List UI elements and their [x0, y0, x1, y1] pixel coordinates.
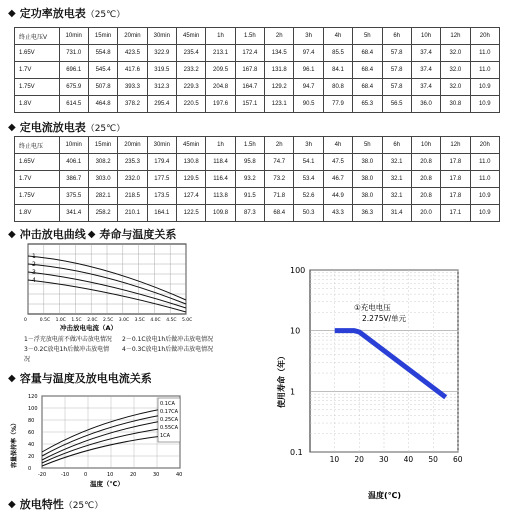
cc_table-cell: 47.5 [323, 154, 352, 171]
cp_table-cell: 235.4 [176, 45, 205, 62]
life-x-tick: 20 [354, 455, 364, 464]
cc_table-cell: 341.4 [59, 205, 88, 222]
cp_table-cell: 10.9 [470, 96, 499, 113]
cc_table-cell: 122.5 [176, 205, 205, 222]
constant-current-table [14, 136, 500, 222]
cc_table-cell: 406.1 [59, 154, 88, 171]
cc_table-cell: 17.8 [441, 171, 470, 188]
cp_table-cell: 233.2 [176, 62, 205, 79]
cp_table-cell: 32.0 [441, 62, 470, 79]
cp_table-cell: 123.1 [265, 96, 294, 113]
cc_table-cell: 20.8 [411, 154, 440, 171]
life-x-tick: 50 [428, 455, 438, 464]
cc_table-cell: 73.2 [265, 171, 294, 188]
cp_table-header-cell: 1h [206, 28, 235, 45]
life-temperature-chart [268, 258, 468, 508]
cc_table-cell: 375.5 [59, 188, 88, 205]
capacity-y-tick: 80 [28, 418, 35, 424]
impulse-legend-2: 2－0.1C放电1h后做冲击放电情况 [122, 336, 214, 343]
capacity-x-tick: -10 [61, 472, 70, 478]
cc_table-header-cell: 3h [294, 137, 323, 154]
cc_table-cell: 109.8 [206, 205, 235, 222]
cp_table-cell: 220.5 [176, 96, 205, 113]
cp_table-cell: 204.8 [206, 79, 235, 96]
cp_table-cell: 167.8 [235, 62, 264, 79]
cp_table-header-row [15, 28, 500, 45]
cc_table-cell: 87.3 [235, 205, 264, 222]
cp_table-row [15, 62, 500, 79]
cp_table-cell: 84.1 [323, 62, 352, 79]
cc_table-cell: 282.1 [88, 188, 117, 205]
cp_table-header-cell: 2h [265, 28, 294, 45]
cc_table-cell: 1.75V [15, 188, 60, 205]
cc_table-cell: 177.5 [147, 171, 176, 188]
cc_table-header-cell: 20min [118, 137, 147, 154]
life-x-tick: 30 [379, 455, 389, 464]
cc_table-cell: 113.8 [206, 188, 235, 205]
cc_table-cell: 232.0 [118, 171, 147, 188]
impulse-x-tick: 0 [24, 318, 27, 323]
life-y-tick: 1 [290, 387, 296, 397]
constant-power-table [14, 27, 500, 113]
cc_table-header-cell: 1h [206, 137, 235, 154]
cp_table-cell: 197.6 [206, 96, 235, 113]
impulse-x-axis-label: 冲击放电电流（A） [60, 324, 118, 332]
impulse-life-heading: ◆ 冲击放电曲线 ◆ 寿命与温度关系 [8, 228, 177, 241]
cp_table-cell: 37.4 [411, 79, 440, 96]
cp_table-header-cell: 终止电压V [15, 28, 60, 45]
cp_table-cell: 731.0 [59, 45, 88, 62]
cp_table-cell: 80.8 [323, 79, 352, 96]
cc_table-cell: 52.6 [294, 188, 323, 205]
impulse-x-tick: 1.5C [71, 318, 82, 323]
cp_table-cell: 96.1 [294, 62, 323, 79]
cc_table-header-cell: 1.5h [235, 137, 264, 154]
cp_table-header-cell: 1.5h [235, 28, 264, 45]
cc_table-cell: 116.4 [206, 171, 235, 188]
cc_table-cell: 11.0 [470, 154, 499, 171]
impulse-curve-label-2: 2 [32, 261, 36, 268]
cp_table-cell: 65.3 [353, 96, 382, 113]
cp_table-cell: 94.7 [294, 79, 323, 96]
cp_table-cell: 322.9 [147, 45, 176, 62]
cp_table-row [15, 96, 500, 113]
diamond-bullet-icon: ◆ [8, 498, 16, 510]
impulse-x-tick: 2.5C [103, 318, 114, 323]
cp_table-header-cell: 4h [323, 28, 352, 45]
cc_table-cell: 210.1 [118, 205, 147, 222]
impulse-legend-1: 1－浮充放电前不做冲击放电情况 [24, 336, 112, 343]
life-x-tick: 10 [329, 455, 340, 464]
cp-table-heading: ◆ 定功率放电表 （25℃） [8, 7, 126, 20]
life-y-tick: 100 [290, 266, 306, 275]
cc_table-cell: 118.4 [206, 154, 235, 171]
capacity-y-tick: 0 [28, 466, 32, 472]
cp_table-cell: 209.5 [206, 62, 235, 79]
impulse-x-tick: 4.0C [150, 318, 161, 323]
cp_table-cell: 97.4 [294, 45, 323, 62]
cc_table-row [15, 205, 500, 222]
cc_table-cell: 20.8 [411, 171, 440, 188]
capacity-x-tick: 30 [153, 472, 160, 478]
cc_table-header-cell: 30min [147, 137, 176, 154]
cp_table-cell: 37.4 [411, 62, 440, 79]
cp_table-cell: 319.5 [147, 62, 176, 79]
cc_table-header-cell: 10h [411, 137, 440, 154]
cc_table-cell: 11.0 [470, 171, 499, 188]
cc_table-cell: 179.4 [147, 154, 176, 171]
cp_table-cell: 229.3 [176, 79, 205, 96]
capacity-series-label-2: 0.17CA [160, 409, 179, 415]
cp_table-cell: 32.0 [441, 79, 470, 96]
cc_table-cell: 1.7V [15, 171, 60, 188]
cp_table-cell: 213.1 [206, 45, 235, 62]
cp_table-cell: 312.3 [147, 79, 176, 96]
cc_table-cell: 1.65V [15, 154, 60, 171]
cc_table-cell: 71.8 [265, 188, 294, 205]
cc_table-cell: 218.5 [118, 188, 147, 205]
cp_table-row [15, 79, 500, 96]
cp_table-cell: 1.75V [15, 79, 60, 96]
cp_table-cell: 554.8 [88, 45, 117, 62]
cc_table-cell: 32.1 [382, 188, 411, 205]
cp_table-header-cell: 6h [382, 28, 411, 45]
cp_table-cell: 56.5 [382, 96, 411, 113]
cp_table-header-cell: 10h [411, 28, 440, 45]
cc_table-cell: 303.0 [88, 171, 117, 188]
diamond-bullet-icon: ◆ [8, 228, 16, 240]
cp_table-cell: 85.5 [323, 45, 352, 62]
cp_table-cell: 90.5 [294, 96, 323, 113]
cc-table-heading: ◆ 定电流放电表 （25℃） [8, 121, 126, 134]
cp_table-cell: 507.8 [88, 79, 117, 96]
capacity-y-tick: 100 [28, 406, 38, 412]
life-plot-frame [310, 270, 458, 452]
cp_table-cell: 68.4 [353, 79, 382, 96]
cp_table-cell: 393.3 [118, 79, 147, 96]
life-y-tick: 10 [290, 326, 301, 336]
cc_table-cell: 258.2 [88, 205, 117, 222]
cp_table-cell: 157.1 [235, 96, 264, 113]
cp_table-cell: 77.9 [323, 96, 352, 113]
cp_table-cell: 1.8V [15, 96, 60, 113]
cp_table-cell: 464.8 [88, 96, 117, 113]
cp_table-header-cell: 3h [294, 28, 323, 45]
cp_table-cell: 134.5 [265, 45, 294, 62]
cc_table-header-cell: 2h [265, 137, 294, 154]
cc_table-cell: 91.5 [235, 188, 264, 205]
cc_table-cell: 130.8 [176, 154, 205, 171]
diamond-bullet-icon: ◆ [8, 7, 16, 19]
cc_table-cell: 68.4 [265, 205, 294, 222]
cc_table-row [15, 188, 500, 205]
cp_table-row [15, 45, 500, 62]
impulse-x-tick: 2.0C [87, 318, 98, 323]
cp_table-cell: 129.2 [265, 79, 294, 96]
cp_table-cell: 378.2 [118, 96, 147, 113]
cp_table-cell: 696.1 [59, 62, 88, 79]
cp_table-cell: 295.4 [147, 96, 176, 113]
diamond-bullet-icon: ◆ [87, 228, 96, 240]
cc_table-cell: 32.1 [382, 154, 411, 171]
cc_table-header-cell: 终止电压 [15, 137, 60, 154]
impulse-legend-4: 4－0.3C放电1h后做冲击放电情况 [122, 346, 214, 353]
cc_table-header-cell: 45min [176, 137, 205, 154]
impulse-x-tick: 3.0C [118, 318, 130, 323]
cc_table-cell: 95.8 [235, 154, 264, 171]
cc_table-cell: 20.0 [411, 205, 440, 222]
cp_table-cell: 164.7 [235, 79, 264, 96]
life-x-tick: 60 [453, 455, 463, 464]
cp_table-header-cell: 30min [147, 28, 176, 45]
cp_table-header-cell: 12h [441, 28, 470, 45]
cc_table-cell: 173.5 [147, 188, 176, 205]
cp_table-cell: 675.9 [59, 79, 88, 96]
life-x-axis-label: 温度(℃) [368, 491, 401, 500]
capacity-y-tick: 40 [28, 442, 35, 448]
cc_table-cell: 129.5 [176, 171, 205, 188]
cc_table-row [15, 154, 500, 171]
cc_table-cell: 38.0 [353, 154, 382, 171]
capacity-y-tick: 60 [28, 430, 35, 436]
cp_table-cell: 36.0 [411, 96, 440, 113]
cp_table-cell: 30.8 [441, 96, 470, 113]
cc_table-cell: 127.4 [176, 188, 205, 205]
cc_table-cell: 53.4 [294, 171, 323, 188]
cp_table-cell: 1.7V [15, 62, 60, 79]
capacity-x-tick: -20 [38, 472, 47, 478]
capacity-series-label-5: 1CA [160, 433, 171, 439]
capacity-y-tick: 20 [28, 454, 35, 460]
cp_table-cell: 68.4 [353, 62, 382, 79]
impulse-discharge-chart [10, 242, 193, 332]
cc_table-cell: 36.3 [353, 205, 382, 222]
cc_table-cell: 235.3 [118, 154, 147, 171]
capacity-temperature-chart [10, 388, 190, 488]
cc_table-cell: 17.1 [441, 205, 470, 222]
cp_table-cell: 423.5 [118, 45, 147, 62]
capacity-heading: ◆ 容量与温度及放电电流关系 [8, 372, 152, 385]
cc_table-header-cell: 6h [382, 137, 411, 154]
cp_table-header-cell: 15min [88, 28, 117, 45]
impulse-x-tick: 4.5C [166, 318, 177, 323]
cp_table-cell: 172.4 [235, 45, 264, 62]
cc_table-cell: 31.4 [382, 205, 411, 222]
cc_table-header-cell: 4h [323, 137, 352, 154]
capacity-x-tick: 10 [107, 472, 114, 478]
cc_table-cell: 43.3 [323, 205, 352, 222]
cc_table-cell: 44.9 [323, 188, 352, 205]
cc_table-cell: 308.2 [88, 154, 117, 171]
life-annotation-2: 2.275V/单元 [362, 314, 407, 323]
cp_table-cell: 68.4 [353, 45, 382, 62]
cc_table-cell: 17.8 [441, 154, 470, 171]
cc_table-cell: 10.9 [470, 188, 499, 205]
impulse-x-tick: 1.0C [55, 318, 66, 323]
cc_table-cell: 54.1 [294, 154, 323, 171]
capacity-series-label-4: 0.55CA [160, 425, 179, 431]
cc_table-header-cell: 12h [441, 137, 470, 154]
impulse-legend-3: 3－0.2C放电1h后做冲击放电情况 [24, 346, 110, 363]
cp_table-cell: 10.9 [470, 79, 499, 96]
cc_table-cell: 20.8 [411, 188, 440, 205]
cp_table-header-cell: 45min [176, 28, 205, 45]
impulse-curve-label-1: 1 [32, 253, 36, 260]
cp_table-header-cell: 20h [470, 28, 499, 45]
cc_table-cell: 17.8 [441, 188, 470, 205]
cc_table-cell: 38.0 [353, 171, 382, 188]
cc_table-cell: 10.9 [470, 205, 499, 222]
capacity-x-tick: 40 [176, 472, 183, 478]
cp_table-header-cell: 10min [59, 28, 88, 45]
cc_table-header-cell: 5h [353, 137, 382, 154]
cp_table-cell: 545.4 [88, 62, 117, 79]
cc_table-cell: 74.7 [265, 154, 294, 171]
diamond-bullet-icon: ◆ [8, 372, 16, 384]
cc_table-cell: 386.7 [59, 171, 88, 188]
life-y-tick: 0.1 [290, 448, 303, 457]
capacity-x-tick: 20 [130, 472, 137, 478]
cp_table-cell: 37.4 [411, 45, 440, 62]
cc_table-cell: 1.8V [15, 205, 60, 222]
life-y-axis-label: 使用寿命（年） [277, 352, 286, 408]
cc_table-header-cell: 20h [470, 137, 499, 154]
cp_table-cell: 57.8 [382, 45, 411, 62]
cc_table-cell: 164.1 [147, 205, 176, 222]
cp_table-header-cell: 5h [353, 28, 382, 45]
cp_table-cell: 417.6 [118, 62, 147, 79]
cc_table-row [15, 171, 500, 188]
discharge-heading: ◆ 放电特性 （25℃） [8, 498, 104, 511]
capacity-x-tick: 0 [84, 472, 88, 478]
cc_table-cell: 32.1 [382, 171, 411, 188]
capacity-series-label-1: 0.1CA [160, 401, 175, 407]
capacity-y-axis-label: 容量保持率（%） [11, 419, 18, 468]
capacity-y-tick: 120 [28, 394, 38, 400]
life-x-tick: 40 [403, 455, 414, 464]
cp_table-cell: 1.65V [15, 45, 60, 62]
cp_table-cell: 32.0 [441, 45, 470, 62]
cc_table-cell: 38.0 [353, 188, 382, 205]
cc_table-header-cell: 15min [88, 137, 117, 154]
impulse-curve-label-3: 3 [32, 269, 36, 276]
cp_table-cell: 57.8 [382, 62, 411, 79]
cp_table-cell: 57.8 [382, 79, 411, 96]
impulse-x-tick: 5.0C [182, 318, 193, 323]
cc_table-cell: 93.2 [235, 171, 264, 188]
cc_table-cell: 50.3 [294, 205, 323, 222]
diamond-bullet-icon: ◆ [8, 121, 16, 133]
capacity-series-label-3: 0.25CA [160, 417, 179, 423]
cc_table-cell: 46.7 [323, 171, 352, 188]
cc_table-header-row [15, 137, 500, 154]
cp_table-header-cell: 20min [118, 28, 147, 45]
cp_table-cell: 614.5 [59, 96, 88, 113]
impulse-x-tick: 3.5C [134, 318, 145, 323]
impulse-legend [24, 335, 213, 365]
impulse-x-tick: 0.5C [39, 318, 51, 323]
capacity-x-axis-label: 温度（℃） [90, 480, 124, 488]
life-annotation-1: ①充电电压 [354, 303, 391, 312]
cc_table-header-cell: 10min [59, 137, 88, 154]
cp_table-cell: 11.0 [470, 62, 499, 79]
cp_table-cell: 11.0 [470, 45, 499, 62]
impulse-curve-label-4: 4 [32, 277, 36, 284]
cp_table-cell: 131.8 [265, 62, 294, 79]
